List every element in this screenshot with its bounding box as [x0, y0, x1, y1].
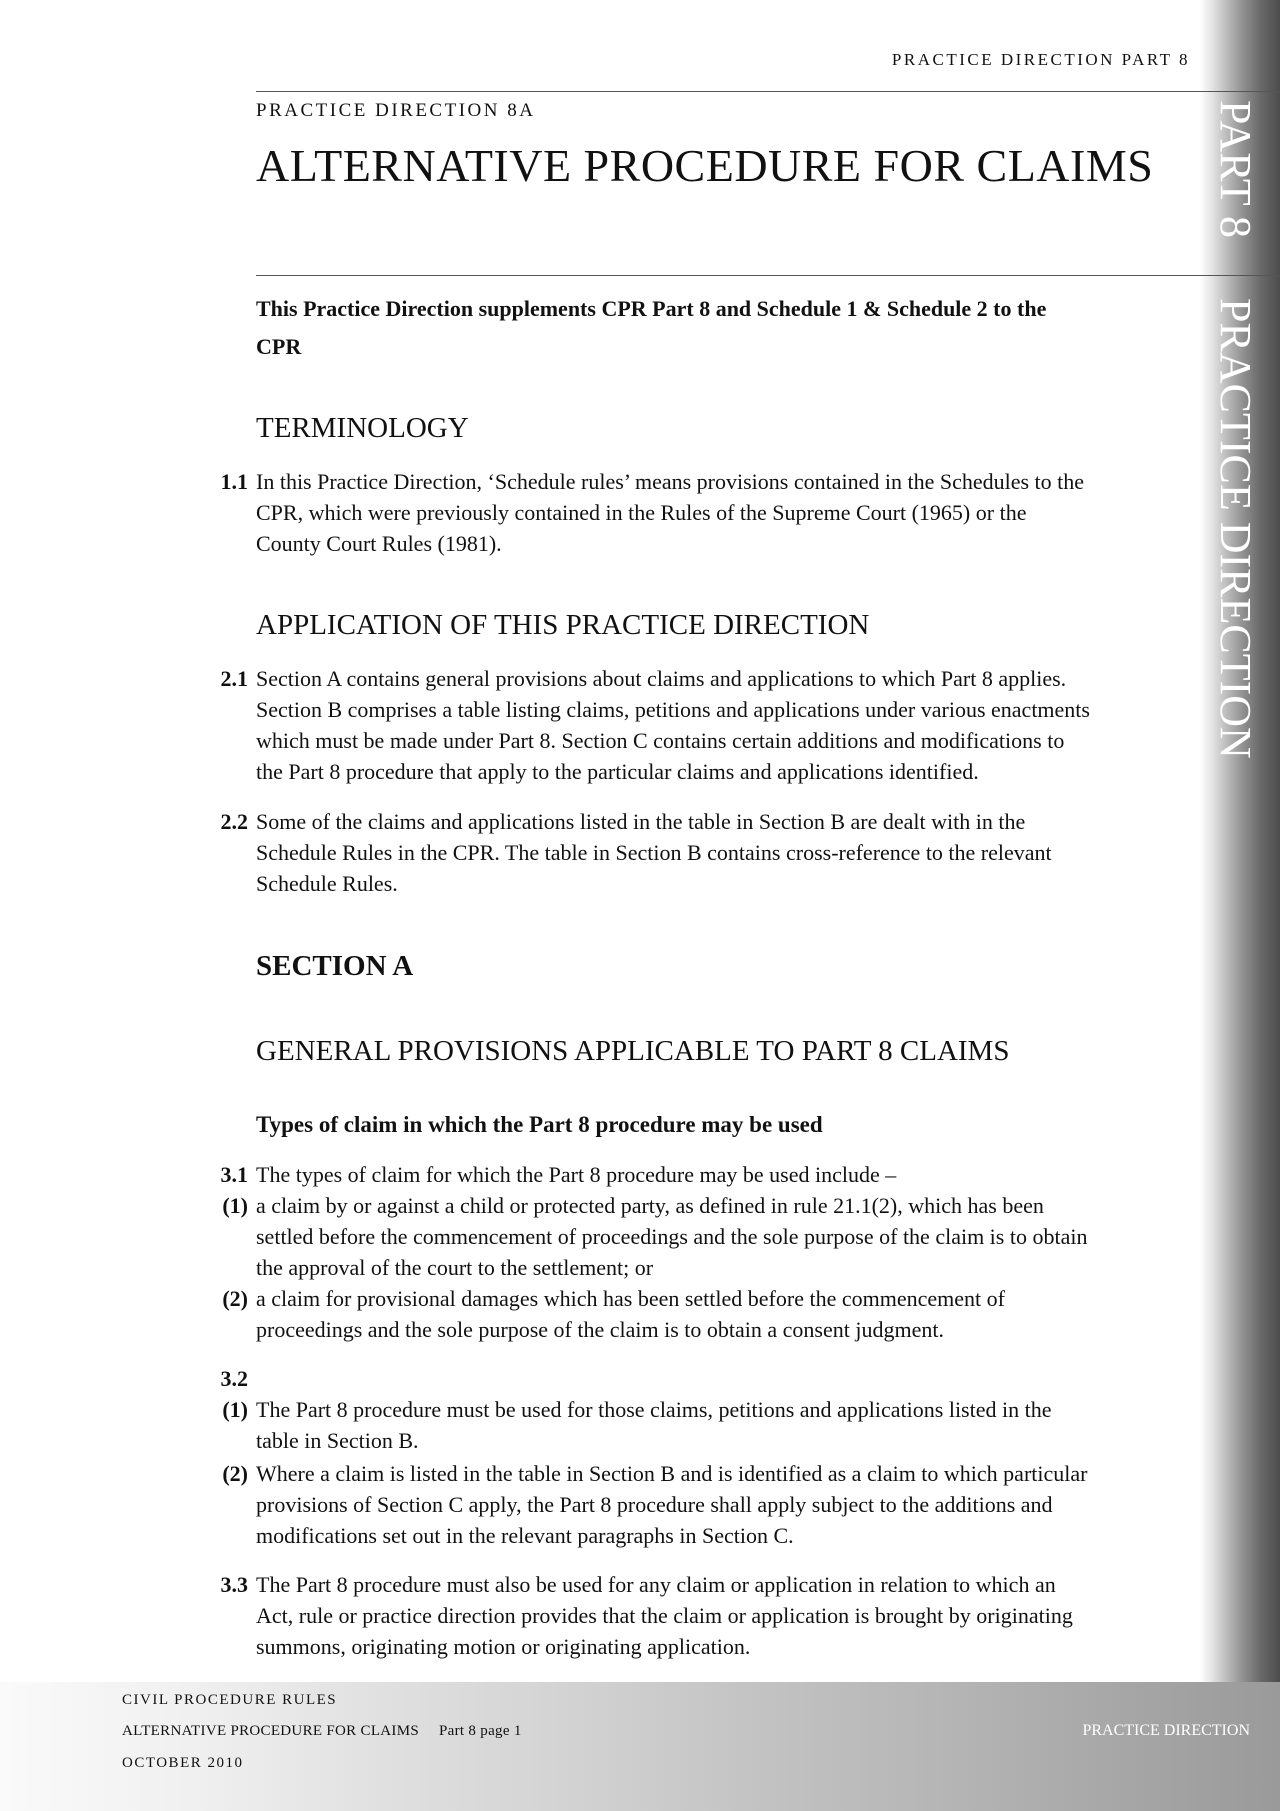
text-line: CPR, which were previously contained in the Rules of the Supreme Court (1965) or the	[256, 500, 1027, 525]
footer-line2: ALTERNATIVE PROCEDURE FOR CLAIMS	[122, 1723, 419, 1739]
text-line: a claim for provisional damages which has been settled before the commencement of	[256, 1286, 1005, 1311]
text-line: modifications set out in the relevant paragraphs in Section C.	[256, 1523, 794, 1548]
footer-line3: OCTOBER 2010	[122, 1755, 244, 1771]
para-number: 2.1	[220, 666, 248, 691]
footer-line1: CIVIL PROCEDURE RULES	[122, 1692, 338, 1708]
heading-section-a: SECTION A	[256, 950, 414, 982]
para-3-2	[220, 1363, 1088, 1551]
para-number: 2.2	[220, 809, 248, 834]
text-line: proceedings and the sole purpose of the claim is to obtain a consent judgment.	[256, 1317, 944, 1342]
title-rule	[256, 275, 1280, 276]
text-line: County Court Rules (1981).	[256, 531, 502, 556]
text-line: a claim by or against a child or protected party, as defined in rule 21.1(2), which has been	[256, 1193, 1044, 1218]
para-1-1	[220, 466, 1085, 559]
para-2-1	[220, 663, 1090, 787]
text-line: Section B comprises a table listing claims, petitions and applications under various enactments	[256, 697, 1090, 722]
text-line: the Part 8 procedure that apply to the particular claims and applications identified.	[256, 759, 979, 784]
text-line: Section A contains general provisions about claims and applications to which Part 8 applies.	[256, 666, 1067, 691]
text-line: table in Section B.	[256, 1428, 419, 1453]
text-line: Act, rule or practice direction provides that the claim or application is brought by originating	[256, 1603, 1073, 1628]
heading-terminology: TERMINOLOGY	[256, 412, 469, 444]
intro-line: This Practice Direction supplements CPR Part 8 and Schedule 1 & Schedule 2 to the	[256, 296, 1047, 321]
footer	[0, 1682, 1280, 1811]
para-number: (2)	[222, 1286, 248, 1311]
text-line: the approval of the court to the settlement; or	[256, 1255, 654, 1280]
text-line: The Part 8 procedure must also be used for any claim or application in relation to which an	[256, 1572, 1056, 1597]
para-3-3	[220, 1569, 1073, 1662]
para-number: 3.2	[220, 1366, 248, 1391]
text-line: The Part 8 procedure must be used for those claims, petitions and applications listed in the	[256, 1397, 1052, 1422]
top-rule	[256, 91, 1280, 92]
para-number: (2)	[222, 1461, 248, 1486]
running-header: PRACTICE DIRECTION PART 8	[891, 50, 1190, 69]
heading-types-of-claim: Types of claim in which the Part 8 procedure may be used	[256, 1112, 823, 1137]
text-line: Some of the claims and applications listed in the table in Section B are dealt with in the	[256, 809, 1026, 834]
heading-general-provisions: GENERAL PROVISIONS APPLICABLE TO PART 8 CLAIMS	[256, 1035, 1010, 1067]
side-tab-label: PRACTICE DIRECTION	[1211, 298, 1260, 759]
heading-application: APPLICATION OF THIS PRACTICE DIRECTION	[256, 609, 870, 641]
text-line: summons, originating motion or originating application.	[256, 1634, 751, 1659]
para-3-1	[220, 1159, 1088, 1345]
intro	[256, 290, 1046, 366]
text-line: which must be made under Part 8. Section C contains certain additions and modifications to	[256, 728, 1065, 753]
footer-right: PRACTICE DIRECTION	[1082, 1722, 1250, 1739]
para-2-2	[220, 806, 1052, 899]
para-number: (1)	[222, 1397, 248, 1422]
para-number: 3.1	[220, 1162, 248, 1187]
text-line: The types of claim for which the Part 8 procedure may be used include –	[256, 1162, 897, 1187]
para-number: (1)	[222, 1193, 248, 1218]
para-number: 1.1	[220, 469, 248, 494]
page-title: ALTERNATIVE PROCEDURE FOR CLAIMS	[256, 140, 1154, 191]
subtitle: PRACTICE DIRECTION 8A	[256, 100, 536, 121]
side-tab-text	[1210, 100, 1261, 759]
footer-page: Part 8 page 1	[439, 1723, 522, 1739]
text-line: Schedule Rules.	[256, 871, 398, 896]
text-line: provisions of Section C apply, the Part 8 procedure shall apply subject to the additions and	[256, 1492, 1053, 1517]
intro-line: CPR	[256, 334, 302, 359]
text-line: Where a claim is listed in the table in Section B and is identified as a claim to which particular	[256, 1461, 1088, 1486]
text-line: settled before the commencement of proceedings and the sole purpose of the claim is to obtain	[256, 1224, 1088, 1249]
text-line: In this Practice Direction, ‘Schedule rules’ means provisions contained in the Schedules to the	[256, 469, 1085, 494]
para-number: 3.3	[220, 1572, 248, 1597]
text-line: Schedule Rules in the CPR. The table in Section B contains cross-reference to the relevant	[256, 840, 1052, 865]
side-tab-part: PART 8	[1211, 100, 1260, 238]
